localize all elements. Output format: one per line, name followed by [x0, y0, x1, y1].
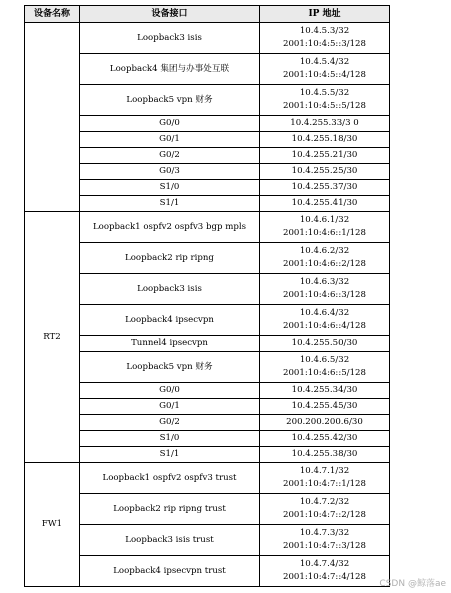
- interface-cell: Loopback2 rip ripng trust: [80, 494, 260, 525]
- table-row: [25, 164, 390, 180]
- ip-address-cell: [260, 148, 390, 164]
- interface-cell: G0/1: [80, 399, 260, 415]
- interface-cell: G0/0: [80, 116, 260, 132]
- table-row: [25, 116, 390, 132]
- table-row: [25, 85, 390, 116]
- ip-address-line: 10.4.255.18/30: [291, 134, 358, 144]
- ip-address-line: 10.4.6.2/32: [299, 246, 350, 256]
- ip-address-line: 10.4.255.50/30: [291, 338, 358, 348]
- ip-address-line: 10.4.5.3/32: [299, 26, 350, 36]
- ip-address-line: 10.4.7.2/32: [299, 497, 350, 507]
- ip-address-line: 10.4.5.5/32: [299, 88, 350, 98]
- interface-cell: Loopback1 ospfv2 ospfv3 bgp mpls: [80, 212, 260, 243]
- ip-address-line: 2001:10:4:7::1/128: [283, 479, 366, 489]
- table-row: [25, 54, 390, 85]
- header-device-name: 设备名称: [25, 6, 80, 23]
- ip-address-cell: [260, 23, 390, 54]
- interface-cell: Loopback4 ipsecvpn: [80, 305, 260, 336]
- interface-cell: Loopback2 rip ripng: [80, 243, 260, 274]
- ip-address-line: 2001:10:4:7::4/128: [283, 572, 366, 582]
- interface-cell: G0/2: [80, 415, 260, 431]
- ip-address-table: [24, 5, 390, 587]
- ip-address-cell: [260, 243, 390, 274]
- ip-address-line: 2001:10:4:5::4/128: [283, 70, 366, 80]
- ip-address-line: 10.4.7.1/32: [299, 466, 350, 476]
- ip-address-line: 10.4.6.4/32: [299, 308, 350, 318]
- interface-cell: S1/0: [80, 431, 260, 447]
- device-name-cell: [25, 23, 80, 212]
- table-row: [25, 383, 390, 399]
- ip-address-line: 10.4.255.34/30: [291, 385, 358, 395]
- ip-address-line: 10.4.6.5/32: [299, 355, 350, 365]
- table-row: [25, 494, 390, 525]
- table-header-row: [25, 6, 390, 23]
- table-row: [25, 556, 390, 587]
- interface-cell: Loopback3 isis: [80, 23, 260, 54]
- interface-cell: Loopback3 isis trust: [80, 525, 260, 556]
- table-row: [25, 525, 390, 556]
- ip-address-cell: [260, 431, 390, 447]
- interface-cell: Loopback4 ipsecvpn trust: [80, 556, 260, 587]
- ip-address-line: 10.4.255.21/30: [291, 150, 358, 160]
- interface-cell: G0/1: [80, 132, 260, 148]
- interface-cell: G0/3: [80, 164, 260, 180]
- ip-address-cell: [260, 336, 390, 352]
- ip-address-cell: [260, 180, 390, 196]
- ip-address-line: 2001:10:4:7::2/128: [283, 510, 366, 520]
- table-row: [25, 148, 390, 164]
- ip-address-line: 10.4.255.38/30: [291, 449, 358, 459]
- table-row: [25, 243, 390, 274]
- ip-address-line: 10.4.5.4/32: [299, 57, 350, 67]
- ip-address-cell: [260, 274, 390, 305]
- table-row: [25, 132, 390, 148]
- ip-address-line: 2001:10:4:7::3/128: [283, 541, 366, 551]
- ip-address-line: 2001:10:4:6::4/128: [283, 321, 366, 331]
- table-row: [25, 196, 390, 212]
- table-row: [25, 336, 390, 352]
- ip-address-cell: [260, 352, 390, 383]
- ip-address-cell: [260, 463, 390, 494]
- ip-address-line: 2001:10:4:6::3/128: [283, 290, 366, 300]
- interface-cell: Tunnel4 ipsecvpn: [80, 336, 260, 352]
- ip-address-cell: [260, 164, 390, 180]
- interface-cell: S1/1: [80, 196, 260, 212]
- table-row: [25, 305, 390, 336]
- ip-address-line: 10.4.6.1/32: [299, 215, 350, 225]
- interface-cell: G0/0: [80, 383, 260, 399]
- ip-address-cell: [260, 556, 390, 587]
- interface-cell: G0/2: [80, 148, 260, 164]
- ip-address-cell: [260, 85, 390, 116]
- ip-address-cell: [260, 305, 390, 336]
- ip-address-cell: [260, 447, 390, 463]
- ip-address-cell: [260, 116, 390, 132]
- interface-cell: Loopback5 vpn 财务: [80, 85, 260, 116]
- table-row: [25, 463, 390, 494]
- ip-address-line: 10.4.7.4/32: [299, 559, 350, 569]
- ip-address-line: 2001:10:4:6::2/128: [283, 259, 366, 269]
- table-row: [25, 212, 390, 243]
- interface-cell: S1/0: [80, 180, 260, 196]
- ip-address-cell: [260, 132, 390, 148]
- device-name-cell: RT2: [25, 212, 80, 463]
- interface-cell: Loopback5 vpn 财务: [80, 352, 260, 383]
- ip-address-cell: [260, 415, 390, 431]
- interface-cell: Loopback3 isis: [80, 274, 260, 305]
- ip-address-cell: [260, 383, 390, 399]
- header-ip-address: IP 地址: [260, 6, 390, 23]
- table-row: [25, 180, 390, 196]
- interface-cell: Loopback4 集团与办事处互联: [80, 54, 260, 85]
- table-row: [25, 352, 390, 383]
- ip-address-line: 10.4.255.42/30: [291, 433, 358, 443]
- ip-address-line: 10.4.255.33/3 0: [290, 118, 359, 128]
- ip-address-cell: [260, 54, 390, 85]
- csdn-watermark: CSDN @鲸落ae: [379, 579, 446, 589]
- table-row: [25, 23, 390, 54]
- table-row: [25, 274, 390, 305]
- ip-address-line: 10.4.255.45/30: [291, 401, 358, 411]
- device-name-cell: FW1: [25, 463, 80, 587]
- table-row: [25, 399, 390, 415]
- ip-address-cell: [260, 212, 390, 243]
- interface-cell: S1/1: [80, 447, 260, 463]
- ip-address-line: 2001:10:4:5::3/128: [283, 39, 366, 49]
- ip-address-cell: [260, 525, 390, 556]
- ip-address-line: 10.4.6.3/32: [299, 277, 350, 287]
- ip-address-line: 2001:10:4:5::5/128: [283, 101, 366, 111]
- ip-address-line: 2001:10:4:6::5/128: [283, 368, 366, 378]
- ip-address-line: 200.200.200.6/30: [286, 417, 363, 427]
- ip-address-line: 10.4.255.25/30: [291, 166, 358, 176]
- ip-address-line: 10.4.255.41/30: [291, 198, 358, 208]
- ip-address-cell: [260, 399, 390, 415]
- table-row: [25, 431, 390, 447]
- table-row: [25, 415, 390, 431]
- ip-address-line: 10.4.7.3/32: [299, 528, 350, 538]
- ip-address-cell: [260, 494, 390, 525]
- ip-address-line: 2001:10:4:6::1/128: [283, 228, 366, 238]
- ip-address-cell: [260, 196, 390, 212]
- interface-cell: Loopback1 ospfv2 ospfv3 trust: [80, 463, 260, 494]
- table-row: [25, 447, 390, 463]
- header-device-interface: 设备接口: [80, 6, 260, 23]
- ip-address-line: 10.4.255.37/30: [291, 182, 358, 192]
